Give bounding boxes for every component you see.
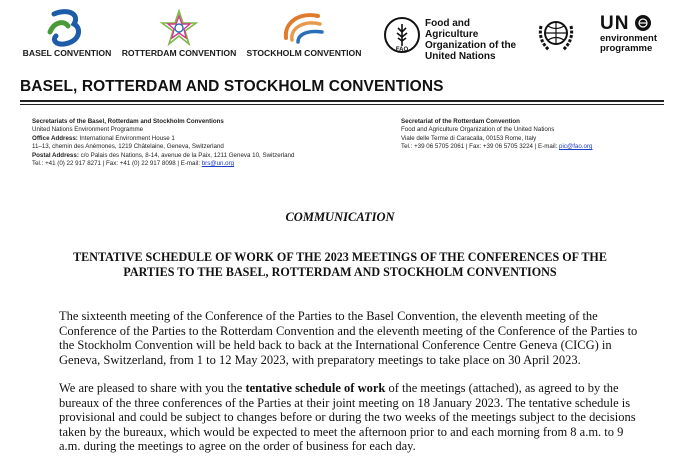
paragraph-line: bureaux of the three conferences of the Parties at their joint meeting on 18 January 2023. The tentative schedule is <box>59 395 631 410</box>
basel-emblem-icon <box>44 8 90 48</box>
fao-name <box>425 18 523 62</box>
secretariat-address-geneva <box>32 118 294 168</box>
paragraph-text: of the meetings (attached), as agreed to by the <box>385 381 619 395</box>
paragraph-line: Conference of the Parties to the Rotterdam Convention and the eleventh meeting of the Conference of the Parties to <box>59 323 638 338</box>
rotterdam-star-icon <box>159 8 199 48</box>
paragraph-intro <box>59 309 641 367</box>
paragraph-line: The sixteenth meeting of the Conference of the Parties to the Basel Convention, the eleventh meeting of the <box>59 309 598 323</box>
secretariat-address-rome <box>401 118 592 152</box>
rotterdam-convention-logo <box>120 8 238 58</box>
paragraph-line: provisional and could be subject to changes before or during the two weeks of the meetings subject to the decisions <box>59 410 636 425</box>
office-address-label: Office Address: <box>32 134 78 142</box>
address-right-contact: Tel.: +39 06 5705 2061 | Fax: +39 06 5705 3224 | E-mail: <box>401 143 560 151</box>
postal-address-value: c/o Palais des Nations, 8-14, avenue de la Paix, 1211 Geneva 10, Switzerland <box>78 151 295 159</box>
paragraph-line: taken by the bureaux, which would be expected to meet the afternoon prior to and each morning from 8 a.m. to 9 <box>59 424 624 439</box>
paragraph-line: a.m. during the meetings to agree on the order of business for each day. <box>59 439 416 454</box>
document-heading <box>0 250 680 279</box>
unep-line-2: programme <box>600 43 653 54</box>
communication-label: COMMUNICATION <box>285 210 395 224</box>
address-right-heading: Secretariat of the Rotterdam Convention <box>401 118 520 125</box>
paragraph-line <box>59 381 641 396</box>
pic-email-link[interactable]: pic@fao.org <box>559 143 593 151</box>
heading-line-1: TENTATIVE SCHEDULE OF WORK OF THE 2023 MEETINGS OF THE CONFERENCES OF THE <box>73 250 607 264</box>
fao-line-2: Organization of the <box>425 40 517 51</box>
unep-globe-icon <box>634 14 652 32</box>
address-left-heading: Secretariats of the Basel, Rotterdam and Stockholm Conventions <box>32 118 224 125</box>
heading-line-2: PARTIES TO THE BASEL, ROTTERDAM AND STOCKHOLM CONVENTIONS <box>123 264 557 279</box>
title-divider-thin <box>20 104 664 105</box>
address-left-contact: Tel.: +41 (0) 22 917 8271 | Fax: +41 (0) 22 917 8098 | E-mail: <box>32 160 202 168</box>
paragraph-schedule <box>59 381 641 454</box>
address-right-line-2: Viale delle Terme di Caracalla, 00153 Rome, Italy <box>401 134 537 142</box>
title-divider-thick <box>20 100 664 102</box>
address-left-line-1: United Nations Environment Programme <box>32 126 144 134</box>
paragraph-text: We are pleased to share with you the <box>59 381 246 395</box>
page-title: BASEL, ROTTERDAM AND STOCKHOLM CONVENTIONS <box>20 78 444 95</box>
logo-row <box>0 8 680 66</box>
basel-convention-logo <box>22 8 112 58</box>
unep-logo <box>600 14 670 54</box>
office-address-value: International Environment House 1 <box>77 134 175 142</box>
united-nations-logo <box>534 14 578 56</box>
brs-email-link[interactable]: brs@un.org <box>201 160 235 168</box>
schedule-emphasis: tentative schedule of work <box>245 381 386 395</box>
unep-line-1: environment <box>600 33 658 44</box>
fao-logo <box>383 16 523 62</box>
stockholm-convention-logo <box>245 8 363 58</box>
un-laurel-globe-icon <box>535 14 577 56</box>
paragraph-line: the Stockholm Convention will be held back to back at the International Conference Centre Geneva (CICG) in <box>59 338 612 353</box>
fao-line-3: United Nations <box>425 51 496 62</box>
basel-caption: BASEL CONVENTION <box>22 48 112 58</box>
address-left-line-3: 11–13, chemin des Anémones, 1219 Châtelaine, Geneva, Switzerland <box>32 143 224 151</box>
stockholm-caption: STOCKHOLM CONVENTION <box>246 48 362 58</box>
address-right-line-1: Food and Agriculture Organization of the United Nations <box>401 126 555 134</box>
rotterdam-caption: ROTTERDAM CONVENTION <box>121 48 237 58</box>
fao-emblem-label: FAO <box>395 47 409 53</box>
fao-line-1: Food and Agriculture <box>425 18 479 40</box>
stockholm-waves-icon <box>278 8 330 48</box>
unep-un: UN <box>600 13 630 34</box>
fao-wheat-emblem-icon <box>383 16 421 54</box>
postal-address-label: Postal Address: <box>32 151 79 159</box>
paragraph-line: Geneva, Switzerland, from 1 to 12 May 2023, with preparatory meetings to take place on 30 April 2023. <box>59 352 581 367</box>
